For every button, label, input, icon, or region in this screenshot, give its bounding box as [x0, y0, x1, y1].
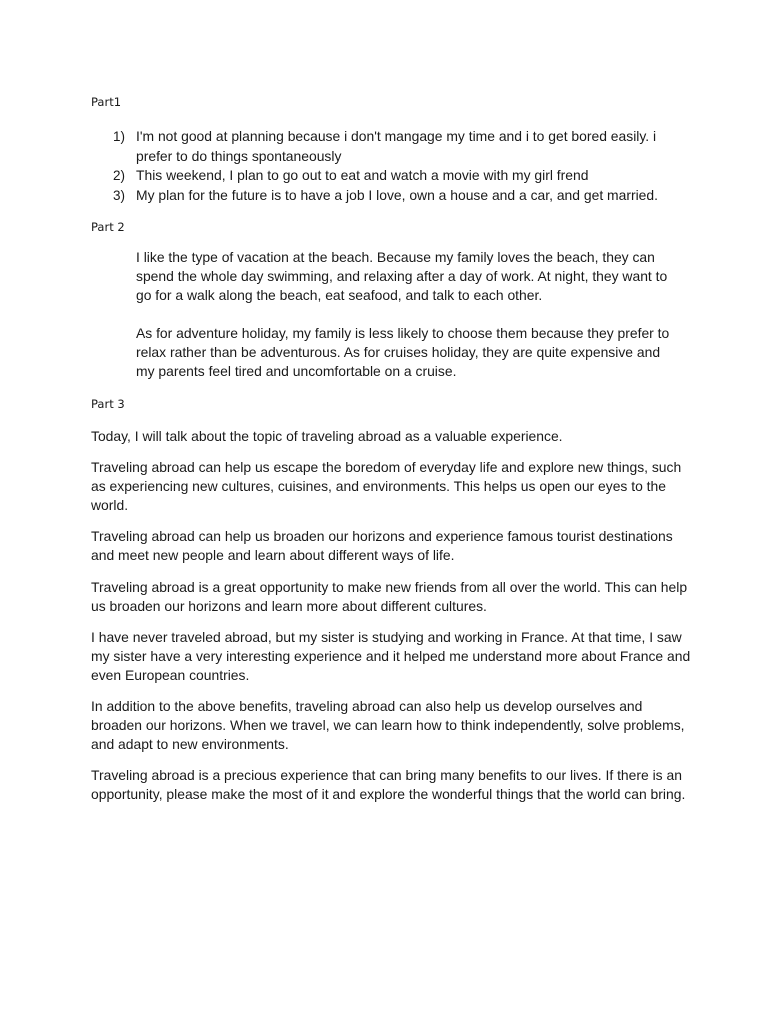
part3-paragraph: In addition to the above benefits, traveling abroad can also help us develop ourselves and broaden our horizons. When we travel, we can learn how to think independently, solve problems, and adapt to new environments. [91, 698, 685, 752]
part3-paragraph: Traveling abroad is a precious experience that can bring many benefits to our lives. If there is an opportunity, please make the most of it and explore the wonderful things that the world can bring. [91, 767, 686, 802]
list-item [91, 186, 691, 206]
part2-paragraph: As for adventure holiday, my family is less likely to choose them because they prefer to relax rather than be adventurous. As for cruises holiday, they are quite expensive and my parents feel tired and uncomfortable on a cruise. [136, 325, 670, 379]
part3-paragraph: Today, I will talk about the topic of traveling abroad as a valuable experience. [91, 428, 563, 444]
part1-heading: Part1 [91, 95, 122, 109]
list-item-text: My plan for the future is to have a job I love, own a house and a car, and get married. [136, 186, 658, 203]
list-item-number: 1) [113, 129, 126, 144]
list-item [91, 166, 691, 186]
part1-list [91, 127, 691, 205]
part3-paragraph: Traveling abroad can help us broaden our horizons and experience famous tourist destinations and meet new people and learn about different ways of life. [91, 528, 673, 563]
list-item-number: 3) [113, 187, 126, 203]
part2-paragraph: I like the type of vacation at the beach. Because my family loves the beach, they can spend the whole day swimming, and relaxing after a day of work. At night, they want to go for a walk along the beach, eat seafood, and talk to each other. [136, 249, 668, 303]
part3-heading: Part 3 [91, 397, 125, 411]
part3-paragraph: Traveling abroad is a great opportunity to make new friends from all over the world. This can help us broaden our horizons and learn more about different cultures. [91, 579, 688, 614]
list-item-number: 2) [113, 168, 126, 184]
list-item-text: I'm not good at planning because i don't mangage my time and i to get bored easily. i prefer to do things spontaneously [136, 128, 657, 164]
list-item-text: This weekend, I plan to go out to eat and watch a movie with my girl frend [136, 167, 589, 184]
part2-heading: Part 2 [91, 220, 125, 234]
part3-paragraph: I have never traveled abroad, but my sister is studying and working in France. At that time, I saw my sister have a very interesting experience and it helped me understand more about France and even European countries. [91, 629, 691, 683]
part3-paragraph: Traveling abroad can help us escape the boredom of everyday life and explore new things, such as experiencing new cultures, cuisines, and environments. This helps us open our eyes to the world. [91, 459, 682, 513]
list-item [91, 127, 691, 166]
